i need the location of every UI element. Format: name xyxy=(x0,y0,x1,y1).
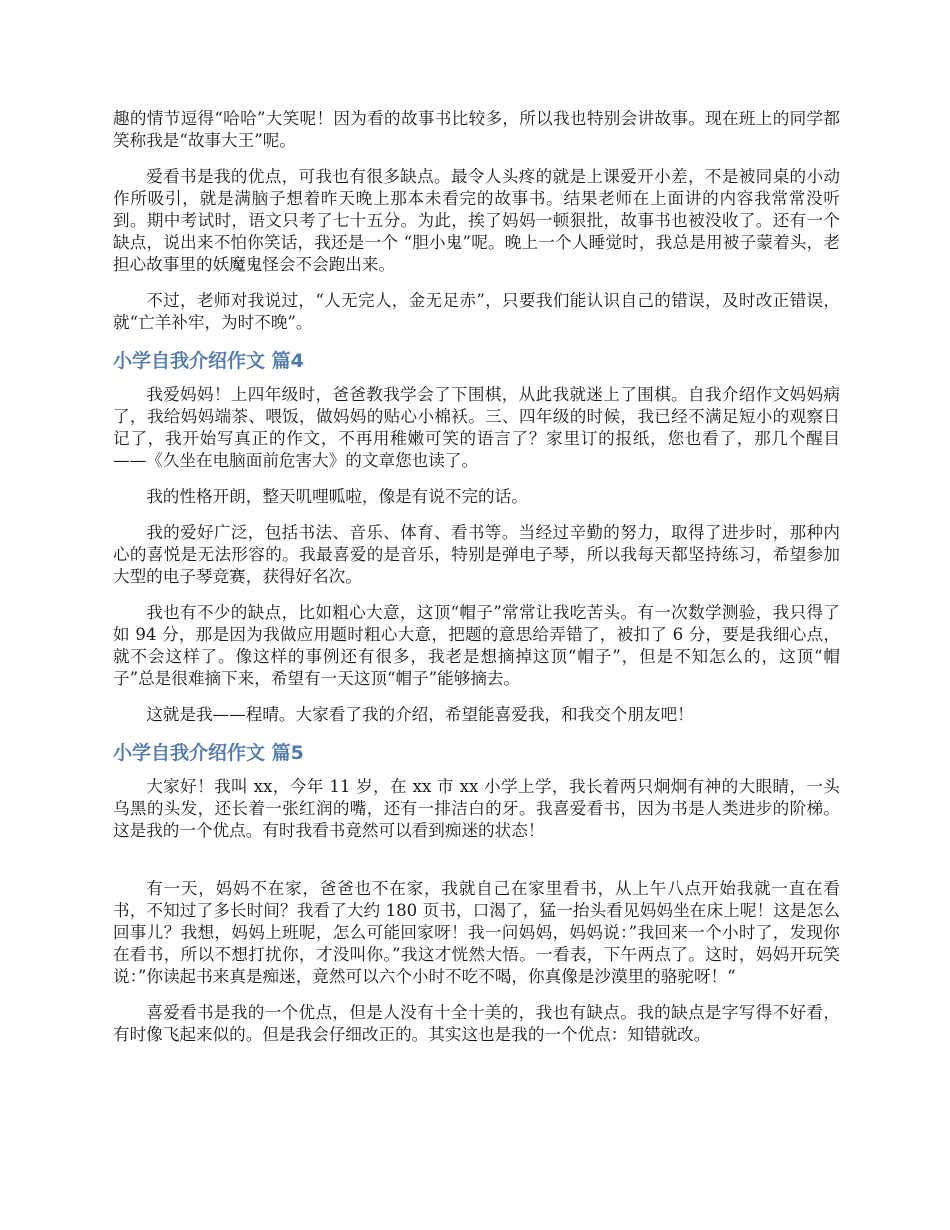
paragraph: 有一天，妈妈不在家，爸爸也不在家，我就自己在家里看书，从上午八点开始我就一直在看书，不知过了多长时间？我看了大约 180 页书，口渴了，猛一抬头看见妈妈坐在床上呢！这是怎么回事儿？我想，妈妈上班呢，怎么可能回家呀！我一问妈妈，妈妈说：”我回来一个小时了，发现你在看书，所以不想打扰你，才没叫你。”我这才恍然大悟。一看表，下午两点了。这时，妈妈开玩笑说：”你读起书来真是痴迷，竟然可以六个小时不吃不喝，你真像是沙漠里的骆驼呀！“ xyxy=(113,879,840,986)
paragraph: 这就是我——程晴。大家看了我的介绍，希望能喜爱我，和我交个朋友吧！ xyxy=(146,705,694,724)
paragraph: 喜爱看书是我的一个优点，但是人没有十全十美的，我也有缺点。我的缺点是字写得不好看，有时像飞起来似的。但是我会仔细改正的。其实这也是我的一个优点：知错就改。 xyxy=(113,1003,840,1044)
paragraph: 不过，老师对我说过，“人无完人，金无足赤”，只要我们能认识自己的错误，及时改正错误，就“亡羊补牢，为时不晚”。 xyxy=(113,291,840,332)
paragraph: 我的性格开朗，整天叽哩呱啦，像是有说不完的话。 xyxy=(146,487,528,506)
document-page xyxy=(113,108,840,1046)
section-heading: 小学自我介绍作文 篇5 xyxy=(113,742,304,764)
paragraph: 我也有不少的缺点，比如粗心大意，这顶“帽子”常常让我吃苦头。有一次数学测验，我只得了如 94 分，那是因为我做应用题时粗心大意，把题的意思给弄错了，被扣了 6 分，要是我细心点，就不会这样了。像这样的事例还有很多，我老是想摘掉这顶“帽子”，但是不知怎么的，这顶“帽子”总是很难摘下来，希望有一天这顶“帽子”能够摘去。 xyxy=(113,603,840,688)
section-heading: 小学自我介绍作文 篇4 xyxy=(113,350,304,372)
paragraph: 爱看书是我的优点，可我也有很多缺点。最令人头疼的就是上课爱开小差，不是被同桌的小动作所吸引，就是满脑子想着昨天晚上那本未看完的故事书。结果老师在上面讲的内容我常常没听到。期中考试时，语文只考了七十五分。为此，挨了妈妈一顿狠批，故事书也被没收了。还有一个缺点，说出来不怕你笑话，我还是一个 “胆小鬼”呢。晚上一个人睡觉时，我总是用被子蒙着头，老担心故事里的妖魔鬼怪会不会跑出来。 xyxy=(113,167,840,274)
paragraph: 大家好！我叫 xx，今年 11 岁，在 xx 市 xx 小学上学，我长着两只炯炯有神的大眼睛，一头乌黑的头发，还长着一张红润的嘴，还有一排洁白的牙。我喜爱看书，因为书是人类进步的阶梯。这是我的一个优点。有时我看书竟然可以看到痴迷的状态！ xyxy=(113,777,840,840)
paragraph: 我的爱好广泛，包括书法、音乐、体育、看书等。当经过辛勤的努力，取得了进步时，那种内心的喜悦是无法形容的。我最喜爱的是音乐，特别是弹电子琴，所以我每天都坚持练习，希望参加大型的电子琴竞赛，获得好名次。 xyxy=(113,523,840,586)
paragraph: 我爱妈妈！上四年级时，爸爸教我学会了下围棋，从此我就迷上了围棋。自我介绍作文妈妈病了，我给妈妈端茶、喂饭，做妈妈的贴心小棉袄。三、四年级的时候，我已经不满足短小的观察日记了，我开始写真正的作文，不再用稚嫩可笑的语言了？家里订的报纸，您也看了，那几个醒目——《久坐在电脑面前危害大》的文章您也读了。 xyxy=(113,385,840,470)
paragraph: 趣的情节逗得“哈哈”大笑呢！因为看的故事书比较多，所以我也特别会讲故事。现在班上的同学都笑称我是“故事大王”呢。 xyxy=(113,109,840,150)
